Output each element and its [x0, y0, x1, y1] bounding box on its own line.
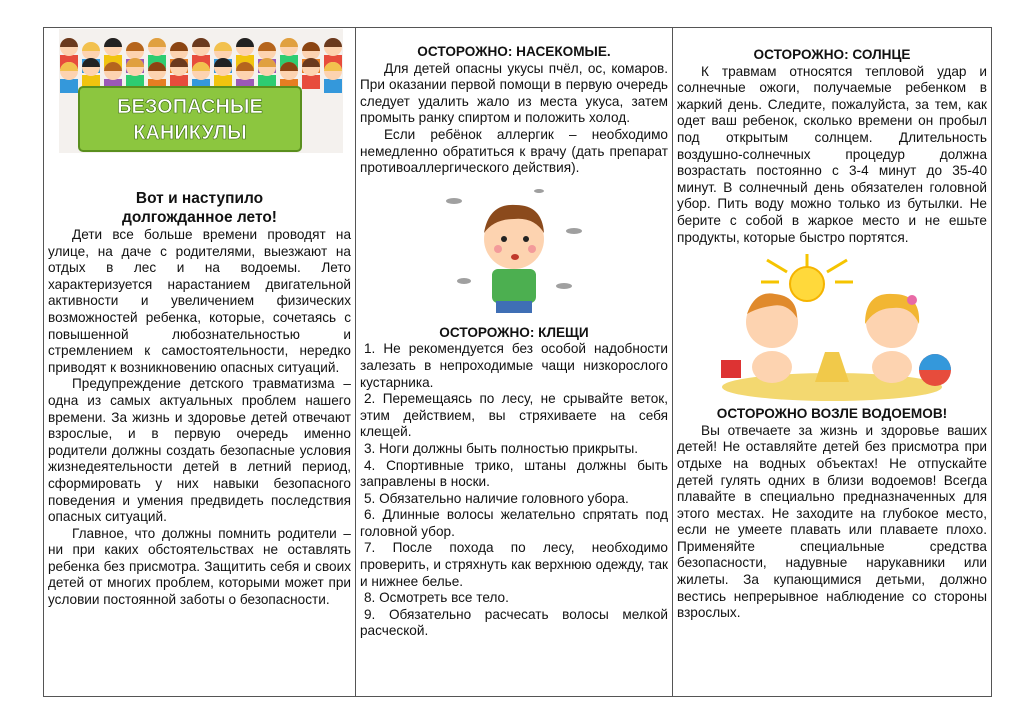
- sun-title: ОСТОРОЖНО: СОЛНЦЕ: [753, 47, 911, 62]
- ticks-title: ОСТОРОЖНО: КЛЕЩИ: [439, 324, 589, 340]
- sun-paragraph: К травмам относятся тепловой удар и солнечные ожоги, получаемые ребенком в жаркий день. Следите, пожалуйста, за тем, как одет ваш ребенок, сколько времени он пробыл под открытым солнцем. Длительность воздушно-солнечных процедур должна возрастать постоянно с 3-4 минут до 35-40 минут. В солнечный день обязателен головной убор. Пить воду можно только из бутылки. Не берите с собой в жаркое место и не ешьте продукты, которые быстро портятся.: [677, 63, 987, 245]
- intro-title-line2: долгожданное лето!: [122, 209, 277, 226]
- children-in-sandbox-image: [707, 252, 957, 402]
- banner-text-line1: БЕЗОПАСНЫЕ: [117, 96, 263, 118]
- list-item: 9. Обязательно расчесать волосы мелкой расческой.: [360, 606, 668, 639]
- boy-with-mosquitoes-image: [434, 181, 594, 321]
- list-item: 6. Длинные волосы желательно спрятать под головной убор.: [360, 507, 668, 539]
- column-intro: [44, 28, 356, 696]
- ticks-list: [360, 341, 668, 640]
- insects-paragraph: Для детей опасны укусы пчёл, ос, комаров. При оказании первой помощи в первую очередь следует удалить жало из места укуса, затем промыть ранку спиртом и положить холод.: [360, 60, 668, 126]
- list-item: 3. Ноги должны быть полностью прикрыты.: [364, 440, 638, 456]
- intro-paragraph: Главное, что должны помнить родители – ни при каких обстоятельствах не оставлять ребенка без присмотра. Защитить себя и своих детей от многих проблем, которыми может при условии постоянной заботы о безопасности.: [48, 525, 351, 608]
- insects-paragraph: Если ребёнок аллергик – необходимо немедленно обратиться к врачу (дать препарат противоаллергического действия).: [360, 126, 668, 176]
- intro-paragraph: Дети все больше времени проводят на улице, на даче с родителями, выезжают на отдых в лес и на водоемы. Лето характеризуется нарастанием двигательной активности и увеличением физических возможностей ребенка, которые, сочетаясь с повышенной любознательностью и стремлением к самостоятельности, нередко приводят к возникновению опасных ситуаций.: [48, 227, 351, 375]
- banner-text-line2: КАНИКУЛЫ: [133, 122, 247, 144]
- intro-paragraph: Предупреждение детского травматизма – одна из самых актуальных проблем нашего времени. За жизнь и здоровье детей отвечают взрослые, и в первую очередь именно родители должны создать безопасные условия жизнедеятельности детей в летний период, сформировать у них навыки безопасного поведения и умения предвидеть последствия опасных ситуаций.: [48, 376, 351, 525]
- safe-holidays-banner-image: [59, 29, 343, 153]
- column-sun-water: [673, 28, 991, 696]
- brochure-frame: [43, 27, 992, 697]
- list-item: 5. Обязательно наличие головного убора.: [364, 490, 629, 506]
- list-item: 8. Осмотреть все тело.: [364, 590, 509, 606]
- intro-title-line1: Вот и наступило: [135, 190, 264, 207]
- insects-title: ОСТОРОЖНО: НАСЕКОМЫЕ.: [417, 44, 611, 59]
- column-insects-ticks: [356, 28, 673, 696]
- list-item: 7. После похода по лесу, необходимо проверить, и стряхнуть как верхнюю одежду, так и нижнее белье.: [360, 540, 668, 589]
- water-title: ОСТОРОЖНО ВОЗЛЕ ВОДОЕМОВ!: [716, 406, 948, 422]
- list-item: 4. Спортивные трико, штаны должны быть заправлены в носки.: [360, 457, 668, 490]
- water-paragraph: Вы отвечаете за жизнь и здоровье ваших детей! Не оставляйте детей без присмотра при отдыхе на водных объектах! Не отпускайте детей гулять одних в близи водоемов! Всегда плавайте в специально предназначенных для этого местах. Не заходите на глубокое место, если не умеете плавать или плаваете плохо. Применяйте специальные средства безопасности, надувные нарукавники или жилеты. За купающимися детьми, должно вестись непрерывное наблюдение со стороны взрослых.: [677, 422, 987, 621]
- list-item: 1. Не рекомендуется без особой надобности залезать в непроходимые чащи низкорослого кустарника.: [360, 341, 668, 390]
- list-item: 2. Перемещаясь по лесу, не срывайте веток, этим действием, вы стряхиваете на себя клещей.: [360, 391, 668, 440]
